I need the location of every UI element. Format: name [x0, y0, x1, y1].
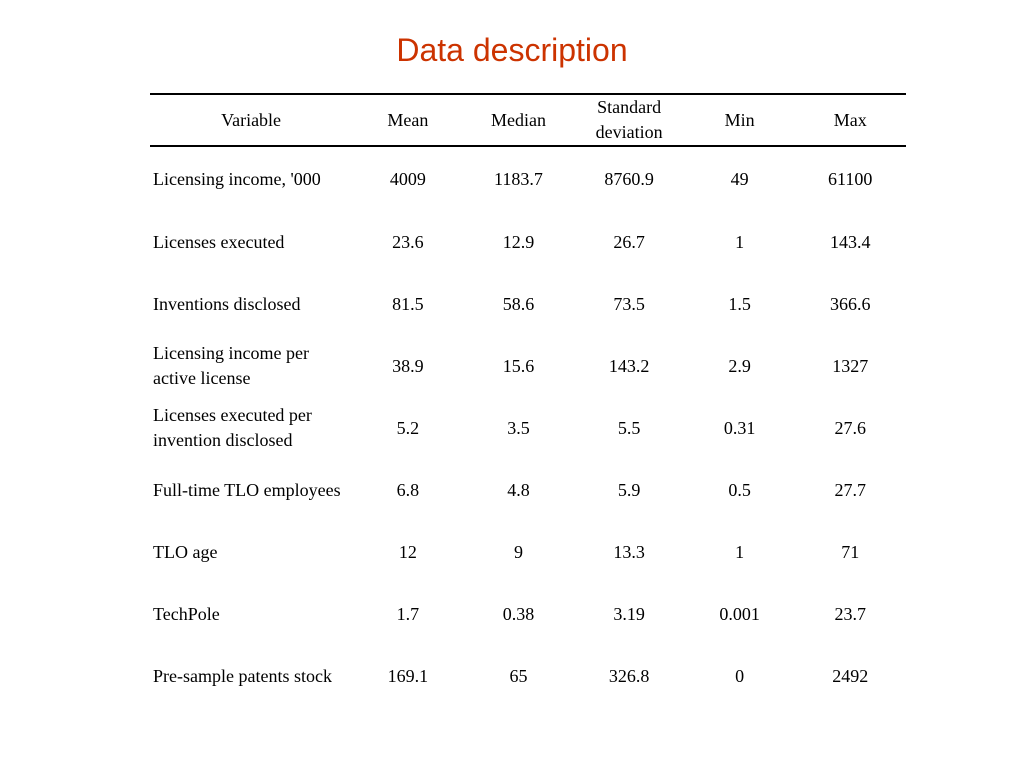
header-standard-deviation: Standard deviation [595, 97, 663, 142]
cell-median: 65 [509, 665, 528, 686]
data-description-table [150, 93, 906, 707]
table-row [150, 273, 906, 335]
header-min: Min [724, 109, 755, 130]
cell-min: 0.001 [719, 603, 760, 624]
cell-max: 61100 [828, 168, 873, 189]
table-row [150, 397, 906, 459]
cell-mean: 5.2 [396, 417, 420, 438]
cell-max: 71 [841, 541, 860, 562]
cell-variable: Licensing income, '000 [153, 168, 321, 189]
cell-min: 49 [730, 168, 749, 189]
header-max: Max [833, 109, 867, 130]
cell-median: 12.9 [502, 231, 535, 252]
cell-sd: 13.3 [613, 541, 645, 562]
cell-median: 1183.7 [494, 168, 543, 189]
cell-median: 58.6 [502, 293, 535, 314]
cell-min: 1.5 [728, 293, 751, 314]
cell-sd: 73.5 [613, 293, 645, 314]
cell-sd: 5.9 [617, 479, 641, 500]
cell-min: 0.5 [728, 479, 751, 500]
cell-max: 27.7 [834, 479, 866, 500]
cell-mean: 38.9 [392, 355, 424, 376]
cell-min: 1 [735, 541, 745, 562]
cell-min: 0.31 [723, 417, 756, 438]
cell-variable: TechPole [153, 603, 220, 624]
cell-median: 9 [513, 541, 523, 562]
cell-median: 0.38 [502, 603, 535, 624]
cell-max: 2492 [832, 665, 869, 686]
cell-variable: Licensing income per active license [153, 343, 309, 388]
cell-mean: 12 [398, 541, 417, 562]
table-row [150, 521, 906, 583]
cell-median: 3.5 [507, 417, 530, 438]
table-row [150, 335, 906, 397]
cell-min: 1 [735, 231, 745, 252]
cell-mean: 6.8 [396, 479, 420, 500]
cell-mean: 23.6 [392, 231, 424, 252]
cell-sd: 5.5 [617, 417, 641, 438]
table-row [150, 146, 906, 211]
table-row [150, 459, 906, 521]
cell-mean: 81.5 [392, 293, 424, 314]
table-row [150, 211, 906, 273]
cell-max: 1327 [832, 355, 869, 376]
data-description-table-container [150, 93, 906, 707]
table-header-row [150, 94, 906, 146]
cell-median: 15.6 [502, 355, 535, 376]
cell-mean: 1.7 [396, 603, 420, 624]
slide-title: Data description [396, 32, 628, 68]
cell-variable: Inventions disclosed [153, 293, 301, 314]
cell-max: 366.6 [829, 293, 871, 314]
cell-max: 27.6 [834, 417, 866, 438]
cell-sd: 8760.9 [604, 168, 654, 189]
cell-variable: Licenses executed per invention disclosed [153, 405, 312, 450]
cell-mean: 4009 [389, 168, 426, 189]
table-row [150, 645, 906, 707]
table-row [150, 583, 906, 645]
cell-variable: Licenses executed [153, 231, 285, 252]
cell-median: 4.8 [507, 479, 530, 500]
header-median: Median [490, 109, 546, 130]
cell-mean: 169.1 [387, 665, 429, 686]
header-mean: Mean [387, 109, 429, 130]
cell-variable: TLO age [153, 541, 218, 562]
cell-variable: Full-time TLO employees [153, 479, 341, 500]
cell-max: 23.7 [834, 603, 866, 624]
cell-variable: Pre-sample patents stock [153, 665, 332, 686]
cell-sd: 326.8 [608, 665, 650, 686]
cell-sd: 26.7 [613, 231, 645, 252]
cell-sd: 143.2 [608, 355, 650, 376]
cell-max: 143.4 [829, 231, 871, 252]
cell-sd: 3.19 [613, 603, 645, 624]
header-variable: Variable [221, 109, 282, 130]
cell-min: 2.9 [728, 355, 751, 376]
cell-min: 0 [735, 665, 745, 686]
